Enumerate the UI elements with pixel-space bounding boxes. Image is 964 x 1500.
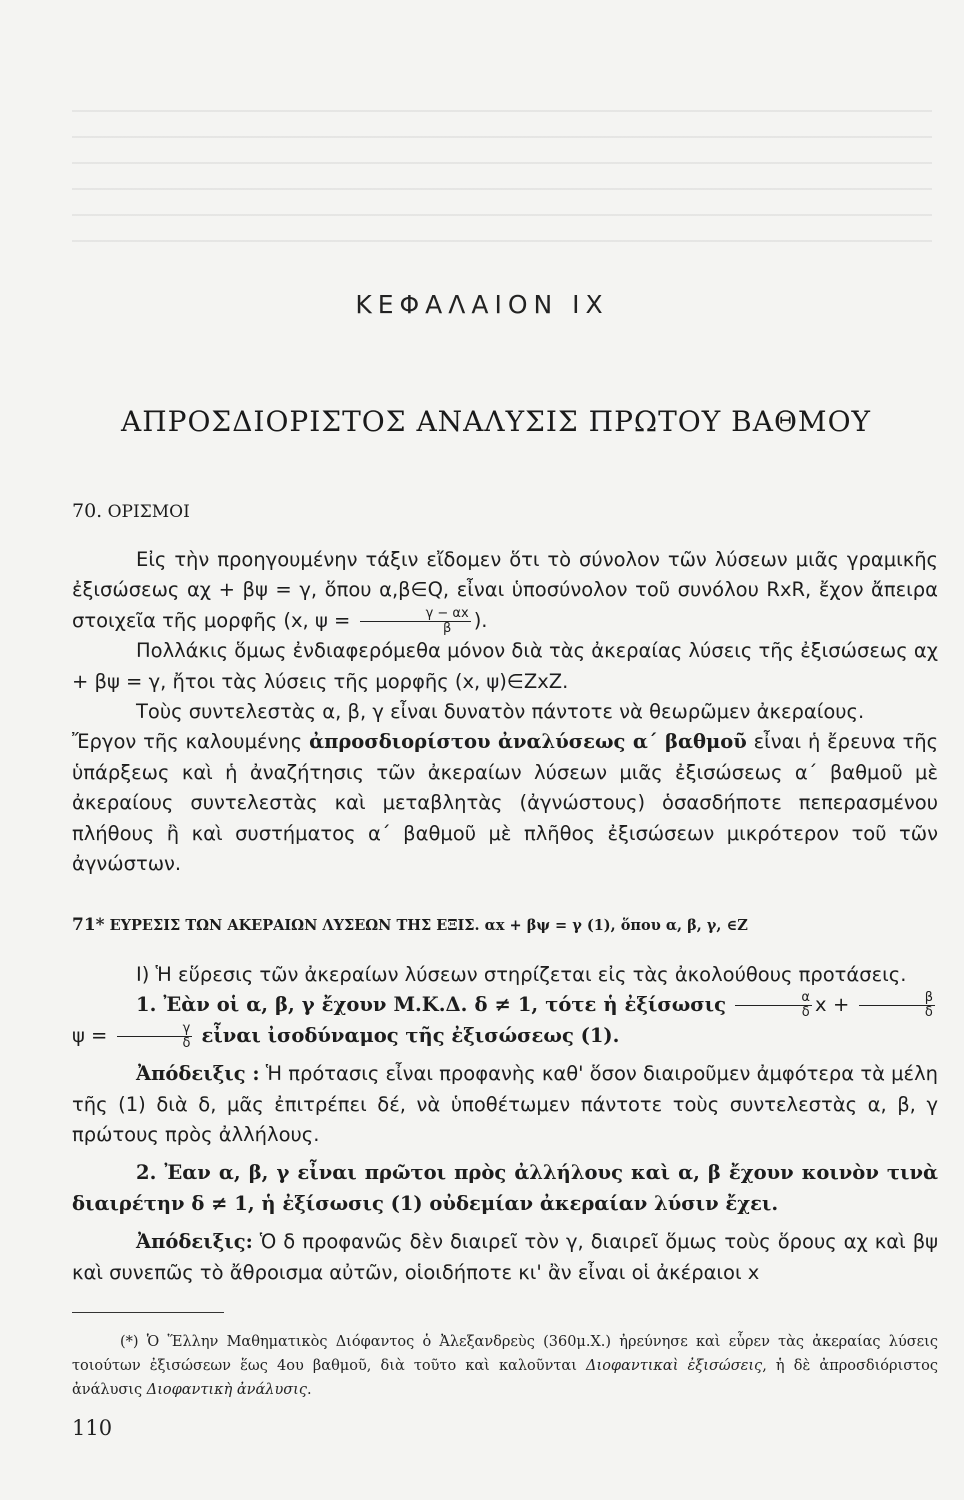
- footnote-text: (*) Ὁ Ἕλλην Μαθηματικὸς Διόφαντος ὁ Ἀλεξανδρεὺς (360μ.Χ.) ἠρεύνησε καὶ εὗρεν τὰς ἀκεραίας λύσεις τοιούτων ἐξισώσεων ἕως 4ου βαθμοῦ, διὰ τοῦτο καὶ καλοῦνται: [72, 1334, 938, 1374]
- fraction-numerator: γ − αx: [360, 607, 471, 622]
- proof-text: Ὁ δ προφανῶς δὲν διαιρεῖ τὸν γ, διαιρεῖ ὅμως τοὺς ὅρους αχ καὶ βψ καὶ συνεπῶς τὸ ἄθροισμα αὐτῶν, οἱοιδήποτε κι' ἂν εἶναι οἱ ἀκέραιοι x: [72, 1230, 938, 1284]
- proposition-text: εἶναι ἰσοδύναμος τῆς ἐξισώσεως (1).: [201, 1023, 620, 1047]
- paragraph-text-end: ).: [473, 608, 488, 632]
- equation-term: ψ =: [72, 1023, 108, 1047]
- section-title: ΟΡΙΣΜΟΙ: [107, 502, 190, 522]
- fraction-denominator: δ: [801, 1005, 810, 1021]
- section-title: ΕΥΡΕΣΙΣ ΤΩΝ ΑΚΕΡΑΙΩΝ ΛΥΣΕΩΝ ΤΗΣ ΕΞΙΣ. αx + βψ = γ (1), ὅπου α, β, γ, ∈Z: [109, 917, 748, 934]
- chapter-heading: ΚΕΦΑΛΑΙΟΝ IX: [355, 290, 609, 319]
- section-70-body: [72, 545, 938, 879]
- paragraph-intro: Ι) Ἡ εὕρεσις τῶν ἀκεραίων λύσεων στηρίζεται εἰς τὰς ἀκολούθους προτάσεις.: [136, 963, 907, 986]
- equation-term: x +: [814, 993, 850, 1017]
- paragraph-coefficients: Τοὺς συντελεστὰς α, β, γ εἶναι δυνατὸν πάντοτε νὰ θεωρῶμεν ἀκεραίους.: [136, 700, 865, 724]
- footnote-text: , ἡ δὲ ἀπροσδιόριστος ἀνάλυσις: [72, 1358, 939, 1398]
- footnote-italic: Διοφαντικὴ ἀνάλυσις: [146, 1382, 307, 1398]
- fraction-denominator: δ: [182, 1035, 191, 1051]
- chapter-title: ΑΠΡΟΣΔΙΟΡΙΣΤΟΣ ΑΝΑΛΥΣΙΣ ΠΡΩΤΟΥ ΒΑΘΜΟΥ: [120, 405, 872, 438]
- footnote: [72, 1330, 938, 1402]
- section-number: 71*: [72, 915, 105, 935]
- page-number: 110: [72, 1416, 113, 1440]
- fraction-denominator: β: [442, 620, 452, 636]
- fraction-numerator: β: [859, 991, 935, 1006]
- paragraph-text: Ἔργον τῆς καλουμένης: [72, 730, 303, 754]
- proposition-text: 1. Ἐὰν οἱ α, β, γ ἔχουν Μ.Κ.Δ. δ ≠ 1, τότε ἡ ἐξίσωσις: [136, 993, 726, 1017]
- footnote-italic: Διοφαντικαὶ ἐξισώσεις: [586, 1358, 763, 1374]
- fraction-beta-delta: [859, 991, 935, 1020]
- spacer: [72, 1150, 938, 1158]
- section-71-heading: [72, 915, 748, 935]
- proof-2: [72, 1227, 938, 1288]
- paragraph-integer-solutions: Πολλάκις ὅμως ἐνδιαφερόμεθα μόνον διὰ τὰς ἀκεραίας λύσεις τῆς ἐξισώσεως αχ + βψ = γ, ἤτοι τὰς λύσεις τῆς μορφῆς (x, ψ)∈ZxZ.: [72, 639, 938, 693]
- section-71-body: [72, 960, 938, 1288]
- proposition-2: 2. Ἐαν α, β, γ εἶναι πρῶτοι πρὸς ἀλλήλους καὶ α, β ἔχουν κοινὸν τινὰ διαιρέτην δ ≠ 1, ἡ ἐξίσωσις (1) οὐδεμίαν ἀκεραίαν λύσιν ἔχει.: [72, 1161, 938, 1215]
- fraction: [360, 607, 471, 636]
- fraction-numerator: α: [735, 991, 812, 1006]
- proof-label: Ἀπόδειξις:: [136, 1230, 253, 1254]
- proposition-1: [72, 990, 938, 1051]
- spacer: [72, 1051, 938, 1059]
- paragraph-text: Εἰς τὴν προηγουμένην τάξιν εἴδομεν ὅτι τὸ σύνολον τῶν λύσεων μιᾶς γραμικῆς ἐξισώσεως αχ + βψ = γ, ὅπου α,β∈Q, εἶναι ὑποσύνολον τοῦ συνόλου RxR, ἔχον ἄπειρα στοιχεῖα τῆς μορφῆς (x, ψ =: [72, 548, 938, 632]
- paragraph-definition: [72, 545, 938, 636]
- fraction-gamma-delta: [117, 1022, 193, 1051]
- section-70-heading: [72, 500, 190, 522]
- bold-term: ἀπροσδιορίστου ἀναλύσεως α΄ βαθμοῦ: [309, 730, 747, 754]
- fraction-denominator: δ: [924, 1005, 933, 1021]
- proof-1: [72, 1059, 938, 1150]
- footnote-text: .: [306, 1382, 312, 1398]
- proof-label: Ἀπόδειξις :: [136, 1062, 260, 1086]
- fraction-alpha-delta: [735, 991, 812, 1020]
- section-number: 70.: [72, 500, 103, 522]
- paragraph-text: εἶναι ἡ ἔρευνα τῆς ὑπάρξεως καὶ ἡ ἀναζήτησις τῶν ἀκεραίων λύσεων μιᾶς ἐξισώσεως α΄ βαθμοῦ μὲ ἀκεραίους συντελεστὰς καὶ μεταβλητὰς (ἀγνώστους) ὁσασδήποτε πεπερασμένου πλήθους ἢ καὶ συστήματος α΄ βαθμοῦ μὲ πλῆθος ἐξισώσεων μικρότερον τοῦ τῶν ἀγνώστων.: [72, 730, 939, 876]
- spacer: [72, 1219, 938, 1227]
- proof-text: Ἡ πρότασις εἶναι προφανὴς καθ' ὅσον διαιροῦμεν ἀμφότερα τὰ μέλη τῆς (1) διὰ δ, μᾶς ἐπιτρέπει δέ, νὰ ὑποθέτωμεν πάντοτε τοὺς συντελεστὰς α, β, γ πρώτους πρὸς ἀλλήλους.: [72, 1062, 939, 1147]
- fraction-numerator: γ: [117, 1022, 193, 1037]
- paragraph-task: [72, 727, 938, 879]
- footnote-divider: [72, 1312, 224, 1313]
- bleed-through-shadow: [72, 110, 932, 250]
